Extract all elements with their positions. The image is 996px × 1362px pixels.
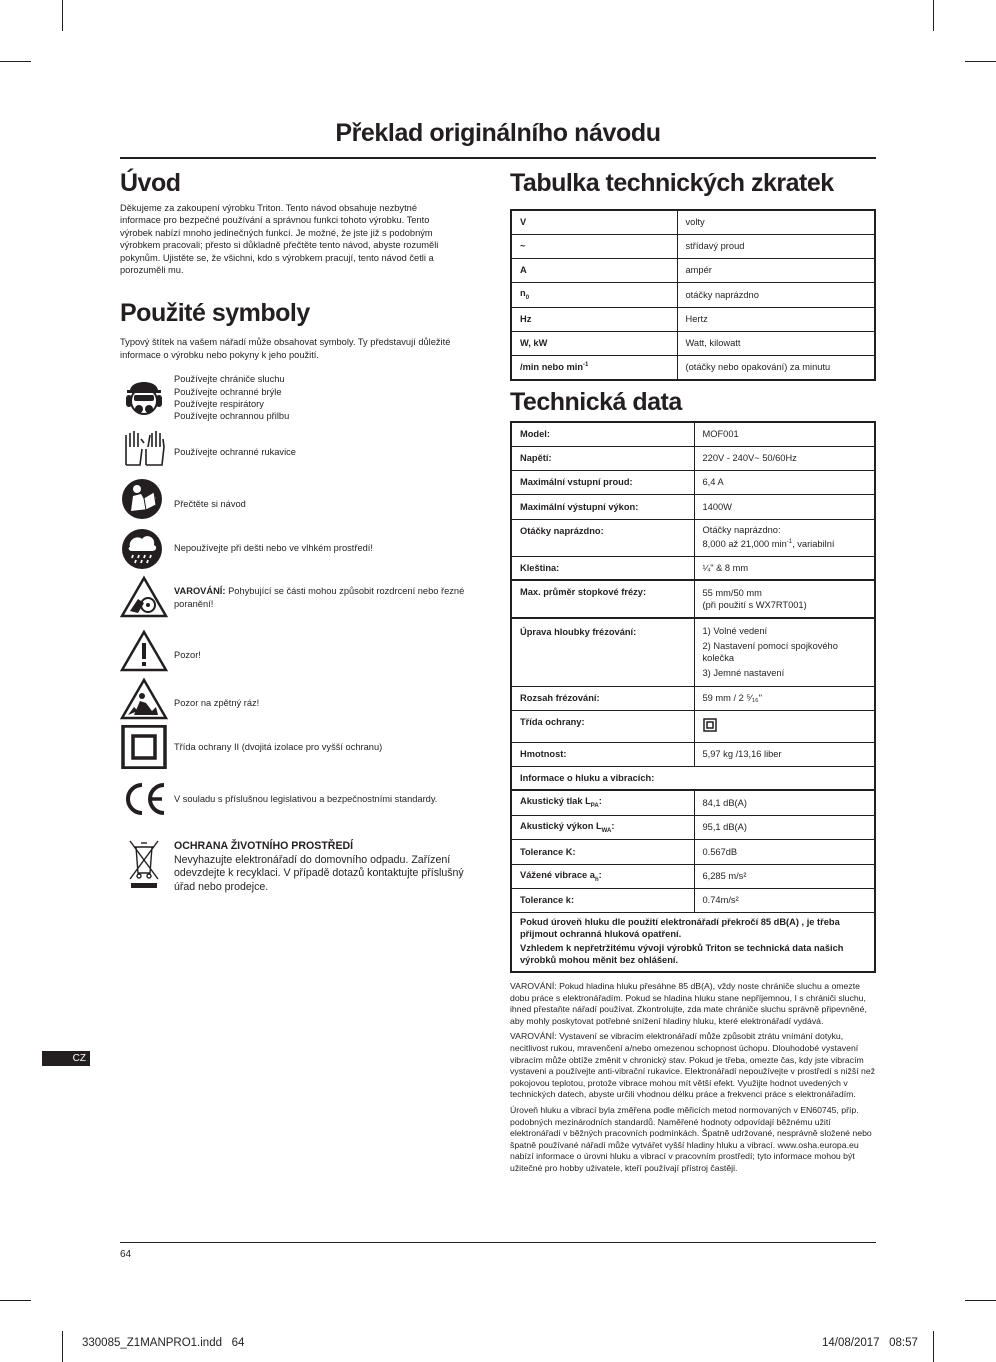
tech-value: [694, 519, 875, 556]
moving-parts-desc: Pohybující se části mohou způsobit rozdrcení nebo řezné poranění!: [174, 586, 465, 609]
class-ii-text: Třída ochrany II (dvojitá izolace pro vyšší ochranu): [174, 742, 383, 753]
table-row: [511, 422, 875, 446]
tech-key: Model:: [511, 422, 694, 446]
tech-key: Maximální výstupní výkon:: [511, 494, 694, 519]
moving-parts-warning-icon: [120, 575, 168, 619]
weee-text: [174, 840, 474, 894]
crop-mark: [965, 1300, 996, 1301]
moving-parts-text: [174, 585, 486, 610]
abbr-key-main: n: [520, 288, 526, 299]
ppe-line: Používejte respirátory: [174, 399, 264, 410]
depth-line-3: 3) Jemné nastavení: [702, 668, 785, 678]
no-rain-icon: [120, 527, 168, 571]
table-row: [511, 470, 875, 494]
crop-mark: [965, 61, 996, 62]
tech-value: 0.567dB: [694, 839, 875, 864]
abbr-key: [511, 355, 677, 380]
table-row: [511, 446, 875, 470]
tech-value: [694, 580, 875, 618]
caution-icon: [120, 629, 168, 673]
abbr-value: ampér: [677, 258, 875, 282]
measurement-note: Úroveň hluku a vibrací byla změřena podle měřicích metod normovaných v EN60745, příp. podobných mezinárodních standardů. Naměřené hodnoty odpovídají běžnému užití elektronářadí v běžných pracovních podmínkách. Špatně udržované, nesprávně složené nebo špatně používané nářadí může vytvářet vyšší hladiny hluku a vibrací. www.osha.europa.eu nabízí informace o úrovni hluku a vibrací v pracovním prostředí; tyto informace mohou být užitečné pro hobby uživatele, kteří používají přístroj častěji.: [510, 1104, 872, 1173]
vib-colon: :: [598, 869, 602, 880]
vib-key: Vážené vibrace a: [520, 869, 595, 880]
lpa-key: Akustický tlak L: [520, 796, 591, 807]
tech-value: MOF001: [702, 429, 739, 440]
abbr-value: Watt, kilowatt: [677, 331, 875, 355]
crop-mark: [933, 0, 934, 31]
symbols-list: [120, 361, 488, 921]
abbr-value: Hertz: [677, 307, 875, 331]
abbreviations-heading: Tabulka technických zkratek: [510, 169, 834, 197]
abbr-key: V: [511, 210, 677, 234]
crop-mark: [0, 1300, 31, 1301]
table-row: [511, 556, 875, 580]
abbreviations-table: [510, 209, 876, 381]
tech-value: 95,1 dB(A): [694, 815, 875, 839]
tech-key: Rozsah frézování:: [511, 686, 694, 710]
tech-value: 220V - 240V~ 50/60Hz: [694, 446, 875, 470]
tech-key: Třída ochrany:: [511, 710, 694, 742]
table-row: [511, 864, 875, 888]
abbr-key-sub: 0: [525, 294, 530, 301]
caution-text: Pozor!: [174, 650, 201, 661]
ppe-head-protection-icon: [120, 373, 168, 417]
right-column: [510, 168, 876, 1179]
tech-key: Tolerance K:: [511, 839, 694, 864]
tech-key: Napětí:: [511, 446, 694, 470]
abbr-value: otáčky naprázdno: [677, 282, 875, 307]
footnote-changes: Vzhledem k nepřetržitému vývoji výrobků Triton se technická data našich výrobků mohou měnit bez ohlášení.: [520, 943, 844, 966]
symbols-heading: Použité symboly: [120, 299, 310, 328]
tech-heading: Technická data: [510, 388, 682, 416]
depth-line-1: 1) Volné vedení: [702, 626, 768, 636]
weee-desc: Nevyhazujte elektronářadí do domovního odpadu. Zařízení odevzdejte k recyklaci. V případě dotazů kontaktujte příslušný úřad nebo prodejce.: [174, 853, 464, 894]
weee-bin-icon: [120, 837, 168, 893]
table-row: [511, 888, 875, 912]
depth-line-2: 2) Nastavení pomocí spojkového kolečka: [702, 641, 838, 663]
kickback-text: Pozor na zpětný ráz!: [174, 698, 260, 709]
abbr-key: ~: [511, 234, 677, 258]
gloves-text: Používejte ochranné rukavice: [174, 447, 296, 458]
tech-value: 1400W: [694, 494, 875, 519]
page-number: 64: [120, 1249, 132, 1260]
footnote-noise: Pokud úroveň hluku dle použití elektronářadí překročí 85 dB(A) , je třeba přijmout ochranná hluková opatření.: [520, 916, 840, 940]
tech-key: [511, 815, 694, 839]
tech-value: [694, 618, 875, 686]
table-row: [511, 710, 875, 742]
abbr-key-main: /min nebo min: [520, 362, 584, 373]
rain-text: Nepoužívejte při dešti nebo ve vlhkém prostředí!: [174, 543, 373, 554]
crop-mark: [62, 1331, 63, 1362]
tech-footnotes: [511, 912, 875, 972]
abbr-key: W, kW: [511, 331, 677, 355]
tech-key: Maximální vstupní proud:: [511, 470, 694, 494]
table-row: [511, 686, 875, 710]
kickback-warning-icon: [120, 677, 168, 721]
table-row: [511, 839, 875, 864]
table-row: [511, 912, 875, 972]
abbr-key-sup: -1: [583, 362, 589, 369]
lwa-key: Akustický výkon L: [520, 820, 602, 831]
read-manual-icon: [120, 477, 168, 521]
ppe-lines: [174, 373, 486, 423]
lpa-colon: :: [598, 796, 602, 807]
ppe-line: Používejte chrániče sluchu: [174, 374, 285, 385]
abbr-value: (otáčky nebo opakování) za minutu: [677, 355, 875, 380]
abbr-value: volty: [685, 217, 705, 228]
table-row: [511, 580, 875, 618]
print-slug-file: 330085_Z1MANPRO1.indd 64: [82, 1337, 245, 1349]
speed-line-2: [703, 536, 867, 550]
title-divider: [120, 157, 876, 159]
gloves-icon: [120, 425, 168, 469]
tech-key: [511, 790, 694, 815]
warning-vibration: VAROVÁNÍ: Vystavení se vibracím elektronářadí může způsobit ztrátu vnímání dotyku, necitlivost rukou, mravenčení a/nebo omezenou schopnost úchopu. Dlouhodobé vystavení vibracím může obtíže změnit v chronický stav. Pokud je třeba, omezte čas, kdy jste vibracím vystaveni a používejte anti-vibrační rukavice. Elektronářadí nepoužívejte v prostředí s nižší než pokojovou teplotou, protože vibrace mohou mít větší efekt. Využijte hodnot uvedených v technických datech, abyste určili vhodnou délku práce a frekvenci práce s elektronářadím.: [510, 1031, 876, 1100]
ce-text: V souladu s příslušnou legislativou a bezpečnostními standardy.: [174, 794, 438, 805]
table-row: [511, 331, 875, 355]
intro-heading: Úvod: [120, 169, 181, 197]
shank-line-2: (při použití s WX7RT001): [702, 600, 807, 610]
tech-key: Tolerance k:: [511, 888, 694, 912]
ppe-line: Používejte ochrannou přilbu: [174, 411, 290, 422]
page-title: Překlad originálního návodu: [335, 119, 661, 147]
table-row: [511, 307, 875, 331]
table-row: [511, 210, 875, 234]
lpa-sub: PA: [590, 803, 599, 810]
tech-value: 84,1 dB(A): [694, 790, 875, 815]
tech-value: 59 mm / 2 ⁵⁄₁₆": [694, 686, 875, 710]
tech-value: [694, 710, 875, 742]
speed-suffix: , variabilní: [792, 539, 835, 550]
symbols-intro: Typový štítek na vašem nářadí může obsahovat symboly. Ty představují důležité informace o výrobku nebo pokyny k jeho použití.: [120, 337, 451, 360]
speed-line-1: Otáčky naprázdno:: [702, 525, 781, 536]
table-row: [511, 355, 875, 380]
speed-range: 8,000 až 21,000 min: [702, 539, 787, 550]
lwa-sub: WA: [601, 827, 612, 834]
tech-table: [510, 421, 876, 973]
tech-value: ¼" & 8 mm: [694, 556, 875, 580]
tech-key: Kleština:: [511, 556, 694, 580]
table-row: [511, 790, 875, 815]
abbr-key: A: [511, 258, 677, 282]
ppe-line: Používejte ochranné brýle: [174, 386, 282, 397]
tech-value: 6,285 m/s²: [694, 864, 875, 888]
left-column: [120, 168, 488, 921]
shank-line-1: 55 mm/50 mm: [702, 588, 762, 598]
class-ii-small-icon: [703, 718, 717, 732]
tech-value: 0.74m/s²: [694, 888, 875, 912]
weee-title: OCHRANA ŽIVOTNÍHO PROSTŘEDÍ: [174, 840, 354, 853]
manual-text: Přečtěte si návod: [174, 499, 246, 510]
class-ii-icon: [120, 725, 168, 769]
abbr-key: Hz: [511, 307, 677, 331]
moving-parts-label: VAROVÁNÍ:: [174, 586, 226, 597]
table-row: [511, 742, 875, 766]
table-row: [511, 282, 875, 307]
table-row: [511, 766, 875, 790]
table-row: [511, 815, 875, 839]
print-slug-date: 14/08/2017 08:57: [822, 1337, 918, 1349]
warnings-block: [510, 981, 876, 1175]
tech-value: 5,97 kg /13,16 liber: [694, 742, 875, 766]
language-tab: CZ: [42, 1051, 90, 1066]
tech-key: [511, 864, 694, 888]
abbr-key: [511, 282, 677, 307]
ce-mark-icon: [120, 777, 168, 821]
table-row: [511, 494, 875, 519]
intro-text: Děkujeme za zakoupení výrobku Triton. Tento návod obsahuje nezbytné informace pro bezpečné používání a správnou funkci tohoto výrobku. Tento výrobek nabízí mnoho jedinečných funkcí. Je možné, že jste již s podobným výrobkem pracovali; přesto si důkladně přečtěte tento návod, abyste rozuměli pokynům. Ujistěte se, že všichni, kdo s výrobkem pracují, tento návod četli a porozuměli mu.: [120, 203, 439, 276]
tech-key: Hmotnost:: [511, 742, 694, 766]
tech-key: Otáčky naprázdno:: [511, 519, 694, 556]
table-row: [511, 258, 875, 282]
table-row: [511, 234, 875, 258]
warning-noise: VAROVÁNÍ: Pokud hladina hluku přesáhne 85 dB(A), vždy noste chrániče sluchu a omezte dobu práce s elektronářadím. Pokud se hladina hluku stane nepříjemnou, I s chrániči sluchu, ihned přestaňte nářadí používat. Zkontrolujte, zda mate chrániče sluchu správně připevněné, aby mohly poskytovat potřebné snížení hladiny hluku, které elektronářadí vydává.: [510, 981, 867, 1026]
lwa-colon: :: [611, 820, 615, 831]
vib-sub: h: [594, 876, 599, 883]
table-row: [511, 519, 875, 556]
crop-mark: [933, 1331, 934, 1362]
tech-key: Max. průměr stopkové frézy:: [511, 580, 694, 618]
crop-mark: [0, 61, 31, 62]
table-row: [511, 618, 875, 686]
tech-value: 6,4 A: [694, 470, 875, 494]
crop-mark: [62, 0, 63, 31]
footer-divider: [120, 1242, 876, 1243]
tech-key: Úprava hloubky frézování:: [511, 618, 694, 686]
abbr-value: střídavý proud: [677, 234, 875, 258]
noise-header: Informace o hluku a vibracích:: [511, 766, 875, 790]
speed-sup: -1: [786, 539, 793, 546]
